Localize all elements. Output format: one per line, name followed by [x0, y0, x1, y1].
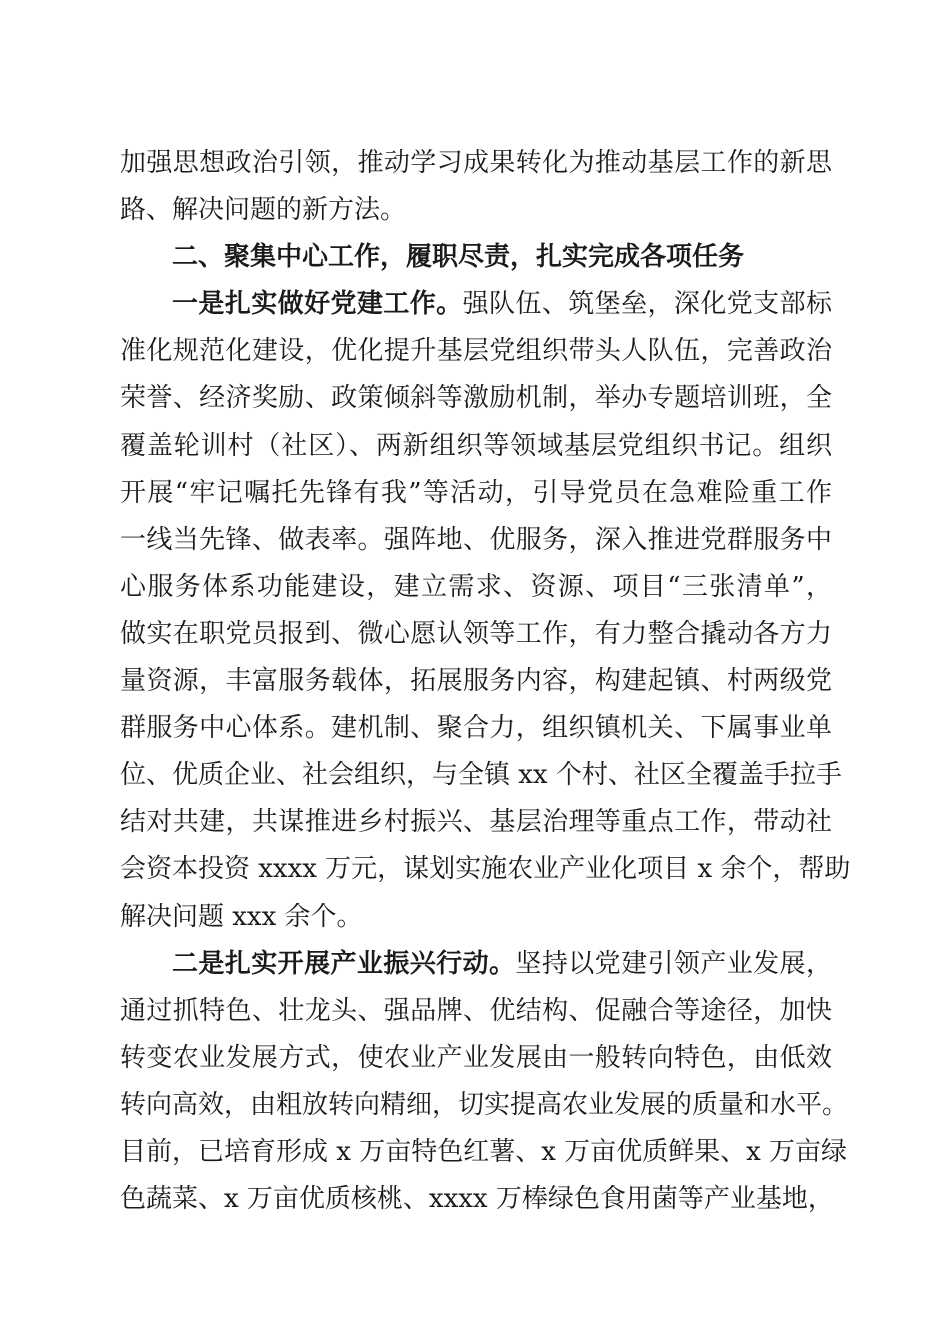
paragraph-line: 心服务体系功能建设，建立需求、资源、项目“三张清单”，	[120, 571, 832, 602]
paragraph-first-line	[120, 941, 832, 988]
section-heading: 二、聚集中心工作，履职尽责，扎实完成各项任务	[172, 242, 745, 273]
paragraph-line: 量资源，丰富服务载体，拓展服务内容，构建起镇、村两级党	[120, 666, 832, 697]
paragraph-line: 转变农业发展方式，使农业产业发展由一般转向特色，由低效	[120, 1042, 832, 1073]
lead-sentence: 二是扎实开展产业振兴行动。	[172, 948, 516, 979]
lead-sentence: 一是扎实做好党建工作。	[172, 289, 463, 320]
paragraph-text: 强队伍、筑堡垒，深化党支部标	[462, 289, 832, 320]
paragraph-line: 准化规范化建设，优化提升基层党组织带头人队伍，完善政治	[120, 336, 832, 367]
paragraph-first-line	[120, 281, 832, 328]
paragraph-3	[120, 941, 849, 1224]
paragraph-line: 加强思想政治引领，推动学习成果转化为推动基层工作的新思	[120, 148, 832, 178]
paragraph-line: 解决问题 xxx 余个。	[120, 901, 363, 932]
paragraph-text: 坚持以党建引领产业发展，	[515, 948, 832, 979]
paragraph-line: 群服务中心体系。建机制、聚合力，组织镇机关、下属事业单	[120, 713, 832, 744]
paragraph-line: 转向高效，由粗放转向精细，切实提高农业发展的质量和水平。	[120, 1089, 849, 1120]
paragraph-2	[120, 281, 851, 940]
paragraph-line: 覆盖轮训村（社区）、两新组织等领域基层党组织书记。组织	[120, 430, 832, 461]
document-page	[120, 140, 851, 1223]
paragraph-line: 色蔬菜、x 万亩优质核桃、xxxx 万棒绿色食用菌等产业基地，	[120, 1184, 834, 1215]
paragraph-line: 通过抓特色、壮龙头、强品牌、优结构、促融合等途径，加快	[120, 995, 832, 1026]
paragraph-line: 荣誉、经济奖励、政策倾斜等激励机制，举办专题培训班，全	[120, 383, 832, 414]
paragraph-line: 路、解决问题的新方法。	[120, 195, 407, 226]
paragraph-line: 一线当先锋、做表率。强阵地、优服务，深入推进党群服务中	[120, 524, 832, 555]
paragraph-line: 结对共建，共谋推进乡村振兴、基层治理等重点工作，带动社	[120, 807, 832, 838]
paragraph-line: 做实在职党员报到、微心愿认领等工作，有力整合撬动各方力	[120, 618, 832, 649]
paragraph-line: 会资本投资 xxxx 万元，谋划实施农业产业化项目 x 余个，帮助	[120, 854, 851, 885]
paragraph-1	[120, 140, 832, 234]
paragraph-line: 位、优质企业、社会组织，与全镇 xx 个村、社区全覆盖手拉手	[120, 760, 842, 791]
paragraph-line: 目前，已培育形成 x 万亩特色红薯、x 万亩优质鲜果、x 万亩绿	[120, 1136, 848, 1167]
paragraph-line: 开展“牢记嘱托先锋有我”等活动，引导党员在急难险重工作	[120, 477, 832, 508]
